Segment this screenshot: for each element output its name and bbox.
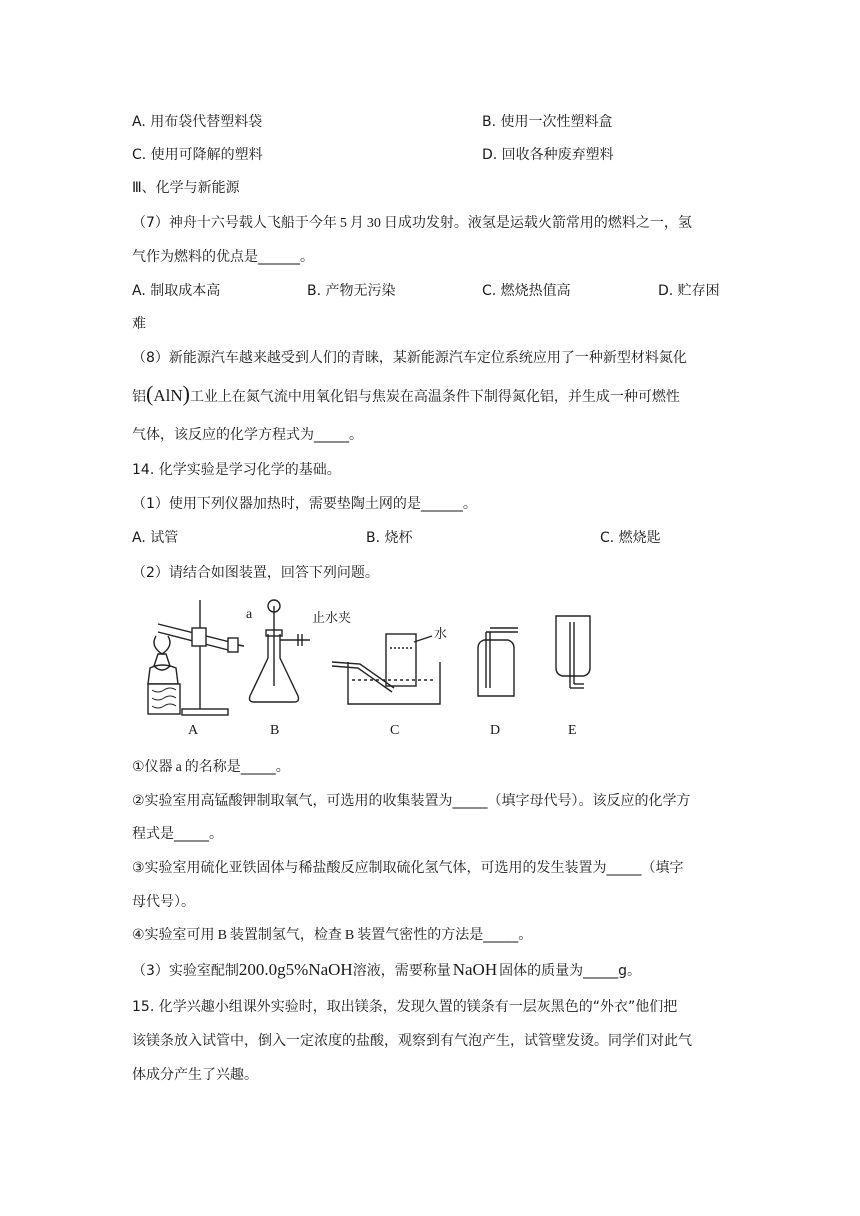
q15-line2: 该镁条放入试管中，倒入一定浓度的盐酸，观察到有气泡产生，试管壁发烫。同学们对此气 <box>132 1033 692 1049</box>
q14-p1-option-b: B. 烧杯 <box>366 530 413 546</box>
q14-p1-option-c: C. 燃烧匙 <box>600 530 661 546</box>
paren-open: ( <box>146 381 154 406</box>
q14-part1: （1）使用下列仪器加热时，需要垫陶土网的是______。 <box>132 496 477 512</box>
naoh-formula: NaOH <box>452 960 498 979</box>
q7-option-c: C. 燃烧热值高 <box>482 283 571 299</box>
q14-text: 固体的质量为_____g。 <box>499 963 641 979</box>
paren-close: ) <box>182 381 190 406</box>
q14-sub1 <box>132 757 290 778</box>
q14-p1-option-a: A. 试管 <box>132 530 179 546</box>
q14-text: （3）实验室配制 <box>132 963 239 979</box>
q7-option-d-cont: 难 <box>132 316 146 332</box>
q14-letter: a <box>175 760 182 775</box>
figure-caption-a: A <box>188 723 199 738</box>
q7-number: 30 <box>366 216 381 231</box>
q14-letter: B <box>344 928 355 943</box>
q7-option-b: B. 产物无污染 <box>307 283 396 299</box>
apparatus-d <box>478 628 518 696</box>
q8-line2 <box>132 381 680 407</box>
q8-line1: （8）新能源汽车越来越受到人们的青睐，某新能源汽车定位系统应用了一种新型材料氮化 <box>132 350 687 366</box>
figure-label-a: a <box>246 607 253 622</box>
q14-text: 的名称是_____。 <box>184 759 290 775</box>
q8-text: 工业上在氮气流中用氧化铝与焦炭在高温条件下制得氮化铝，并生成一种可燃性 <box>189 389 680 405</box>
q8-line3: 气体，该反应的化学方程式为_____。 <box>132 427 363 443</box>
q14-letter: B <box>217 928 227 943</box>
q7-text: 月 <box>349 215 364 231</box>
q14-text: ④实验室可用 <box>132 927 215 943</box>
q7-option-a: A. 制取成本高 <box>132 283 221 299</box>
q14-sub2-line1: ②实验室用高锰酸钾制取氧气，可选用的收集装置为_____（填字母代号）。该反应的化学方 <box>132 793 691 809</box>
naoh-solution-formula: 200.0g5%NaOH <box>238 960 353 979</box>
apparatus-b <box>250 600 311 702</box>
q14-text: 装置气密性的方法是_____。 <box>357 927 533 943</box>
q7-option-d: D. 贮存困 <box>658 283 720 299</box>
q14-text: 溶液，需要称量 <box>352 963 451 979</box>
figure-caption-e: E <box>568 723 577 738</box>
option-c: C. 使用可降解的塑料 <box>132 147 263 163</box>
q14-part3 <box>132 960 641 981</box>
apparatus-figure <box>140 592 610 742</box>
figure-caption-c: C <box>390 723 400 738</box>
q14-stem: 14. 化学实验是学习化学的基础。 <box>132 462 341 478</box>
q7-number: 5 <box>339 216 347 231</box>
apparatus-e <box>556 616 590 688</box>
q7-text: 日成功发射。液氢是运载火箭常用的燃料之一，氢 <box>383 215 692 231</box>
apparatus-c <box>332 634 440 704</box>
q15-line3: 体成分产生了兴趣。 <box>132 1067 258 1083</box>
q14-sub3-line2: 母代号）。 <box>132 894 195 910</box>
figure-label-clamp: 止水夹 <box>312 610 352 625</box>
option-d: D. 回收各种废弃塑料 <box>482 147 614 163</box>
q14-text: 装置制氢气，检查 <box>229 927 342 943</box>
aln-formula: AlN <box>153 386 183 405</box>
figure-caption-b: B <box>270 723 280 738</box>
figure-caption-d: D <box>490 723 501 738</box>
option-b: B. 使用一次性塑料盒 <box>482 114 613 130</box>
option-a: A. 用布袋代替塑料袋 <box>132 114 263 130</box>
q7-text: （7）神舟十六号载人飞船于今年 <box>132 215 337 231</box>
q14-text: ①仪器 <box>132 759 173 775</box>
apparatus-a <box>148 600 244 715</box>
q15-line1: 15. 化学兴趣小组课外实验时，取出镁条，发现久置的镁条有一层灰黑色的“外衣”他们把 <box>132 999 678 1015</box>
q7-line1 <box>132 213 692 234</box>
q14-sub3-line1: ③实验室用硫化亚铁固体与稀盐酸反应制取硫化氢气体，可选用的发生装置为_____（填字 <box>132 860 684 876</box>
q14-sub4 <box>132 925 532 946</box>
q8-text: 铝 <box>132 389 146 405</box>
section-heading: Ⅲ、化学与新能源 <box>132 180 240 196</box>
q14-sub2-line2: 程式是_____。 <box>132 826 223 842</box>
q14-part2: （2）请结合如图装置，回答下列问题。 <box>132 565 379 581</box>
q7-line2: 气作为燃料的优点是______。 <box>132 249 314 265</box>
figure-label-water: 水 <box>434 626 448 641</box>
